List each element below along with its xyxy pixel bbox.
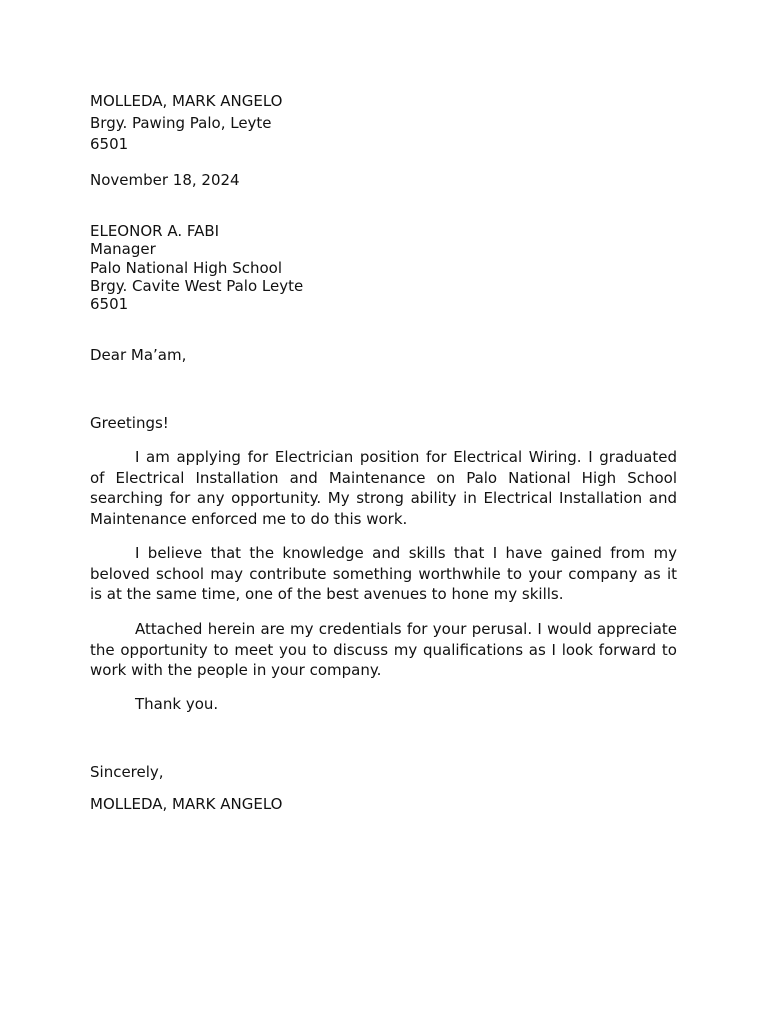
thank-you-line: Thank you. [135, 695, 219, 713]
body-paragraph-3: Attached herein are my credentials for your perusal. I would appreciate the opportunity to meet you to discuss my qualifications as I look forward to work with the people in your company. [90, 620, 677, 679]
recipient-name: ELEONOR A. FABI [90, 222, 220, 240]
greeting: Greetings! [90, 414, 169, 432]
sender-name: MOLLEDA, MARK ANGELO [90, 92, 283, 110]
salutation: Dear Ma’am, [90, 346, 187, 364]
letter-page [90, 0, 677, 1024]
recipient-organization: Palo National High School [90, 259, 282, 277]
sender-zip: 6501 [90, 135, 129, 153]
recipient-zip: 6501 [90, 295, 129, 313]
body-paragraph-1: I am applying for Electrician position for Electrical Wiring. I graduated of Electrical Installation and Maintenance on Palo National High School searching for any opportunity. My strong ability in Electrical Installation and Maintenance enforced me to do this work. [90, 448, 677, 528]
sender-address: Brgy. Pawing Palo, Leyte [90, 114, 272, 132]
signature-name: MOLLEDA, MARK ANGELO [90, 795, 283, 813]
recipient-title: Manager [90, 240, 156, 258]
closing: Sincerely, [90, 763, 164, 781]
body-paragraph-2: I believe that the knowledge and skills that I have gained from my beloved school may contribute something worthwhile to your company as it is at the same time, one of the best avenues to hone my skills. [90, 544, 677, 603]
letter-date: November 18, 2024 [90, 171, 240, 189]
recipient-address: Brgy. Cavite West Palo Leyte [90, 277, 304, 295]
